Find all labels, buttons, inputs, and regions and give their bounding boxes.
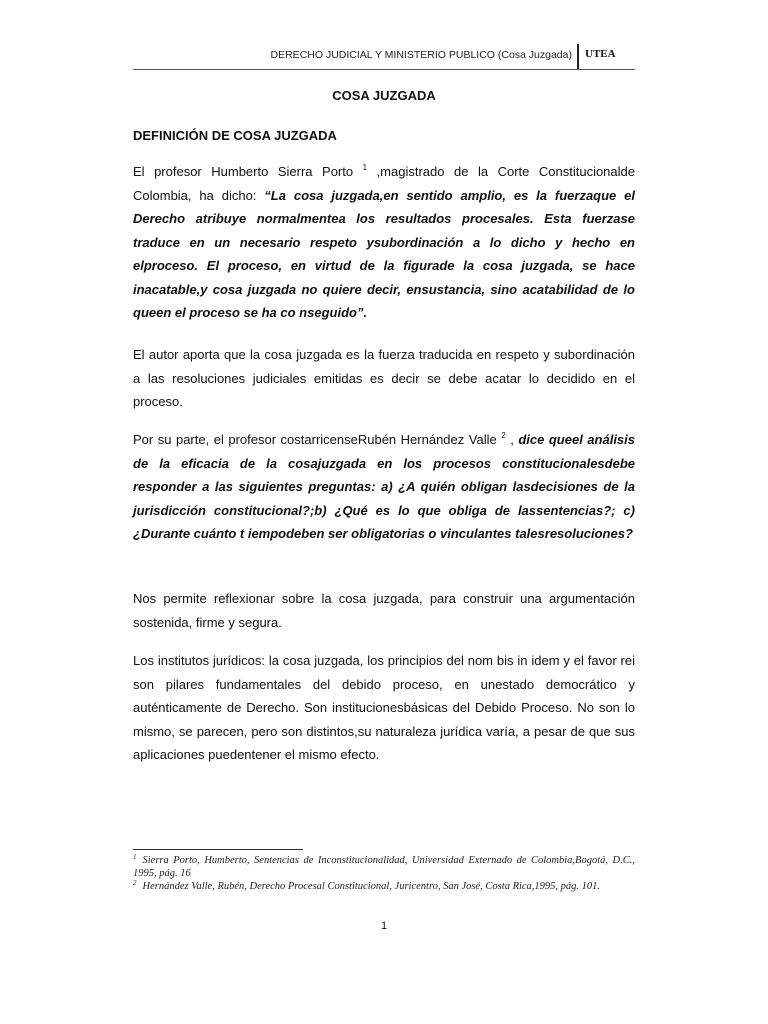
paragraph-lead: Por su parte, el profesor costarricenseRubén Hernández Valle <box>133 432 502 447</box>
footnote-ref-2[interactable]: 2 <box>501 431 506 440</box>
footnote-text: Sierra Porto, Humberto, Sentencias de Inconstitucionalidad, Universidad Externado de Colombia,Bogotá, D.C., 1995, pág. 16 <box>133 855 635 879</box>
page-header <box>0 44 768 74</box>
quote-hernandez-valle: dice queel análisis de la eficacia de la cosajuzgada en los procesos constitucionalesdebe responder a las siguientes preguntas: a) ¿A quién obligan lasdecisiones de la jurisdicción constitucional?;b) ¿Qué es lo que obliga de lassentencias?; c) ¿Durante cuánto t iempodeben ser obligatorias o vinculantes talesresoluciones? <box>133 432 636 541</box>
footnotes <box>133 854 635 893</box>
footnote-number: 2 <box>133 879 137 887</box>
footnote-text: Hernández Valle, Rubén, Derecho Procesal Constitucional, Juricentro, San José, Costa Rica,1995, pág. 101. <box>142 881 601 892</box>
header-brand: UTEA <box>585 48 616 60</box>
quote-sierra-porto: “La cosa juzgada,en sentido amplio, es la fuerzaque el Derecho atribuye normalmentea los resultados procesales. Esta fuerzase traduce en un necesario respeto ysubordinación a lo dicho y hecho en elproceso. El proceso, en virtud de la figurade la cosa juzgada, se hace inacatable,y cosa juzgada no quiere decir, ensustancia, sino acatabilidad de lo queen el proceso se ha co nseguido”. <box>133 187 636 320</box>
footnote-number: 1 <box>133 853 137 861</box>
page-number: 1 <box>380 920 388 932</box>
paragraph-mid: , <box>505 432 519 447</box>
paragraph-definition <box>133 160 635 325</box>
section-heading: DEFINICIÓN DE COSA JUZGADA <box>133 128 337 143</box>
running-title: DERECHO JUDICIAL Y MINISTERIO PUBLICO (Cosa Juzgada) <box>270 49 572 61</box>
paragraph-hernandez-valle <box>133 428 635 546</box>
header-separator <box>577 44 579 70</box>
footnote-1 <box>133 854 635 880</box>
document-title: COSA JUZGADA <box>332 88 436 103</box>
footnote-separator <box>133 849 303 850</box>
header-rule <box>133 69 635 70</box>
paragraph-lead: El profesor Humberto Sierra Porto <box>133 164 363 179</box>
paragraph-legal-institutes: Los institutos jurídicos: la cosa juzgada, los principios del nom bis in idem y el favor rei son pilares fundamentales del debido proceso, en unestado democrático y auténticamente de Derecho. Son institucionesbásicas del Debido Proceso. No son lo mismo, se parecen, pero son distintos,su naturaleza jurídica varía, a pesar de que sus aplicaciones puedentener el mismo efecto. <box>133 653 635 762</box>
paragraph-author-contribution: El autor aporta que la cosa juzgada es la fuerza traducida en respeto y subordinación a las resoluciones judiciales emitidas es decir se debe acatar lo decidido en el proceso. <box>133 347 635 409</box>
footnote-ref-1[interactable]: 1 <box>362 163 368 172</box>
paragraph-reflection: Nos permite reflexionar sobre la cosa juzgada, para construir una argumentación sostenida, firme y segura. <box>133 591 635 630</box>
paragraph-mid: ,magistrado de la Corte Constitucionalde Colombia, ha dicho: <box>133 164 635 203</box>
footnote-2 <box>133 880 635 893</box>
